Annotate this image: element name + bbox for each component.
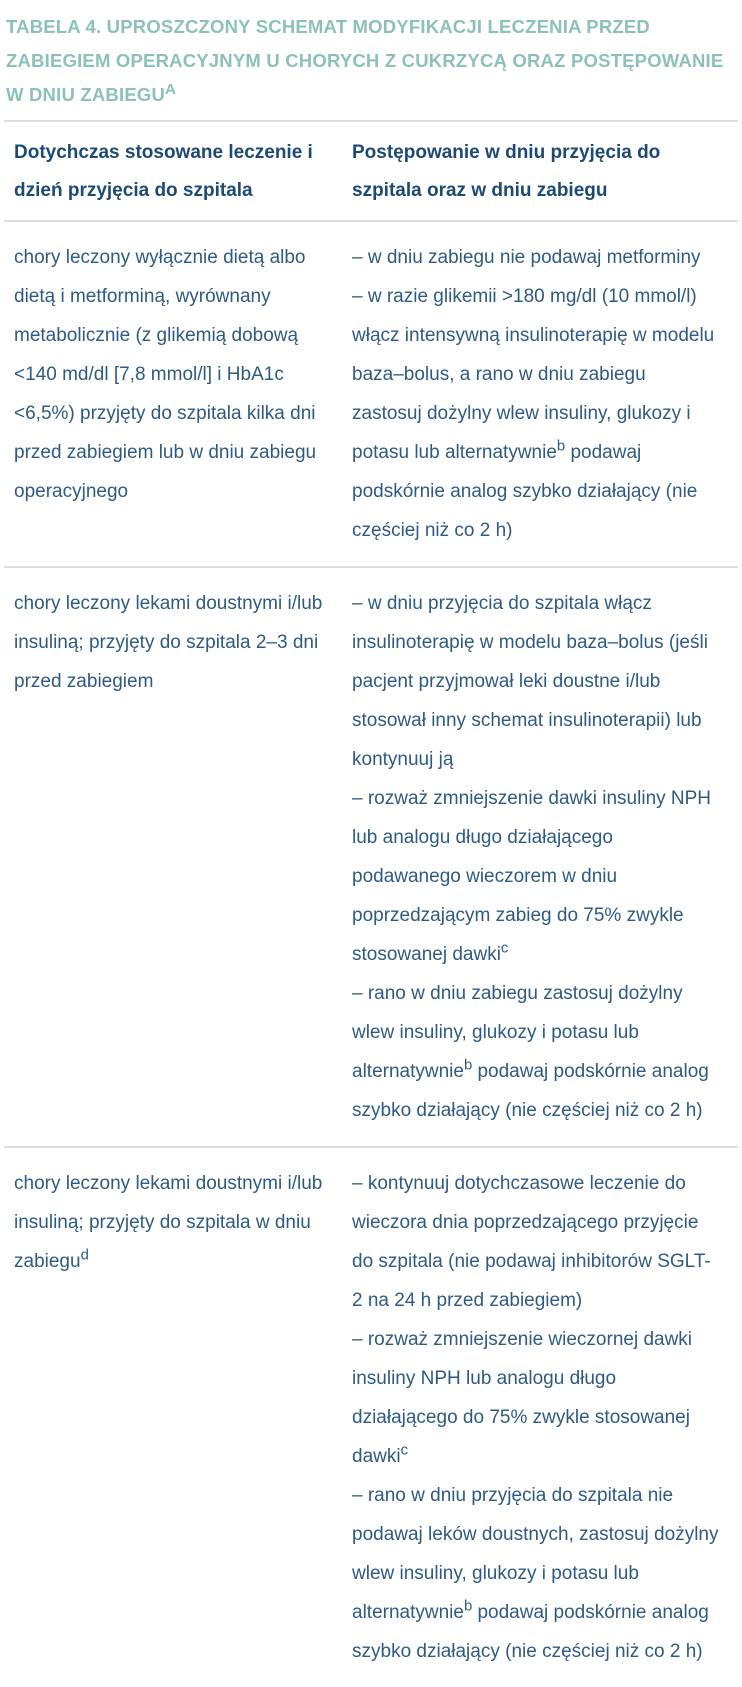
management-item: – rano w dniu przyjęcia do szpitala nie podawaj leków doustnych, zastosuj dożylny wlew insuliny, glukozy i potasu lub alternatywnie$^b$ podawaj podskórnie analog szybko działający (nie częściej niż co 2 h) bbox=[352, 1485, 719, 1662]
table-header-row bbox=[0, 122, 742, 220]
table-title: TABELA 4. UPROSZCZONY SCHEMAT MODYFIKACJI LECZENIA PRZED ZABIEGIEM OPERACYJNYM U CHORYCH Z CUKRZYCĄ ORAZ POSTĘPOWANIE W DNIU $ZABIEGU^A$ bbox=[6, 16, 724, 105]
treatment-cell: chory leczony lekami doustnymi i/lub insuliną; przyjęty do szpitala w dniu zabiegu$^d$ bbox=[14, 1173, 323, 1272]
management-item: – rano w dniu zabiegu zastosuj dożylny wlew insuliny, glukozy i potasu lub alternatywnie$^b$ podawaj podskórnie analog szybko działający (nie częściej niż co 2 h) bbox=[352, 983, 709, 1121]
management-item: – w razie glikemii >180 mg/dl (10 mmol/l) włącz intensywną insulinoterapię w modelu baza–bolus, a rano w dniu zabiegu zastosuj dożylny wlew insuliny, glukozy i potasu lub alternatywnie$^b$ podawaj podskórnie analog szybko działający (nie częściej niż co 2 h) bbox=[352, 286, 715, 541]
table-row bbox=[0, 1148, 742, 1687]
management-item: – w dniu zabiegu nie podawaj metforminy bbox=[352, 247, 701, 268]
management-item: – rozważ zmniejszenie wieczornej dawki insuliny NPH lub analogu długo działającego do 75% zwykle stosowanej dawki$^c$ bbox=[352, 1329, 693, 1467]
management-item: – kontynuuj dotychczasowe leczenie do wieczora dnia poprzedzającego przyjęcie do szpitala (nie podawaj inhibitorów SGLT-2 na 24 h przed zabiegiem) bbox=[352, 1173, 711, 1311]
management-cell bbox=[352, 238, 730, 550]
management-item: – w dniu przyjęcia do szpitala włącz insulinoterapię w modelu baza–bolus (jeśli pacjent przyjmował leki doustne i/lub stosował inny schemat insulinoterapii) lub kontynuuj ją bbox=[352, 593, 708, 770]
management-cell bbox=[352, 1164, 730, 1671]
treatment-cell: chory leczony lekami doustnymi i/lub insuliną; przyjęty do szpitala 2–3 dni przed zabiegiem bbox=[14, 593, 323, 692]
management-item: – rozważ zmniejszenie dawki insuliny NPH lub analogu długo działającego podawanego wieczorem w dniu poprzedzającym zabieg do 75% zwykle stosowanej dawki$^c$ bbox=[352, 788, 712, 965]
management-cell bbox=[352, 584, 730, 1130]
treatment-cell: chory leczony wyłącznie dietą albo dietą i metforminą, wyrównany metabolicznie (z glikemią dobową <140 md/dl [7,8 mmol/l] i HbA1c <6,5%) przyjęty do szpitala kilka dni przed zabiegiem lub w dniu zabiegu operacyjnego bbox=[14, 247, 317, 502]
table-row bbox=[0, 222, 742, 566]
column-header-treatment: Dotychczas stosowane leczenie i dzień przyjęcia do szpitala bbox=[14, 142, 313, 201]
table-row bbox=[0, 568, 742, 1146]
column-header-management: Postępowanie w dniu przyjęcia do szpitala oraz w dniu zabiegu bbox=[352, 142, 661, 201]
